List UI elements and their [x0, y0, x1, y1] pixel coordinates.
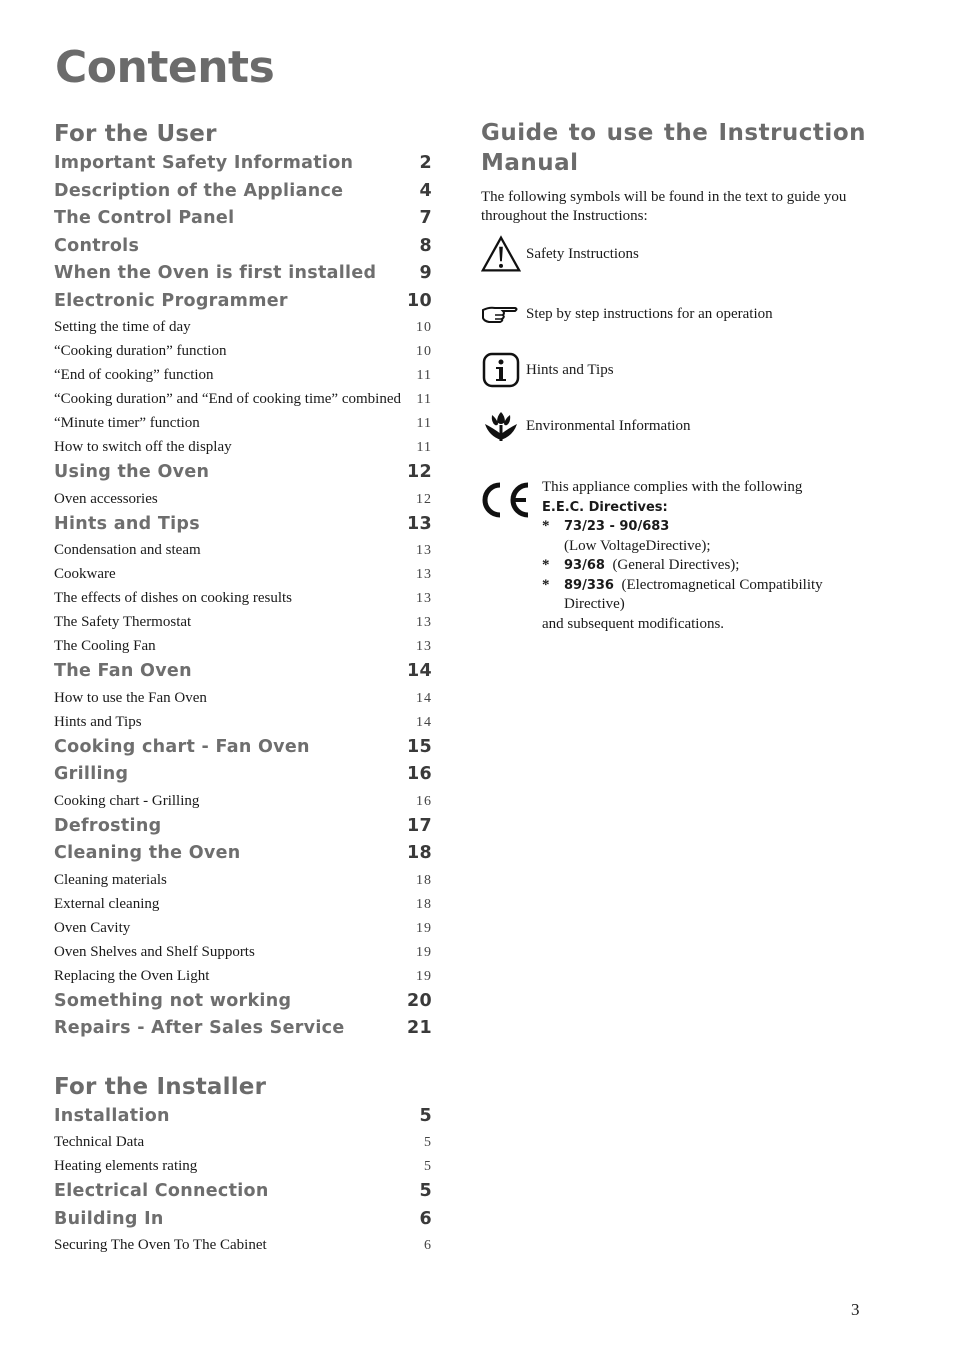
guide-panel: [481, 118, 866, 632]
page-number: 3: [851, 1300, 860, 1319]
toc-entry-label: “Cooking duration” function: [54, 343, 227, 359]
toc-entry-label: Heating elements rating: [54, 1158, 198, 1174]
symbol-row-environment: [481, 406, 691, 446]
toc-entry-sub: [54, 1154, 432, 1178]
toc-entry-label: External cleaning: [54, 895, 160, 912]
symbol-row-safety: [481, 234, 639, 274]
toc-entry-label: Technical Data: [54, 1134, 145, 1150]
toc-entry-label: The Safety Thermostat: [54, 614, 192, 630]
toc-entry-sub: [54, 363, 432, 387]
toc-entry-label: How to switch off the display: [54, 439, 232, 455]
toc-entry-label: Controls: [54, 235, 140, 256]
toc-entry-main: [54, 205, 432, 233]
toc-entry-page: 5: [419, 1105, 432, 1126]
toc-entry-label: When the Oven is first installed: [54, 263, 377, 283]
toc-entry-page: 18: [416, 872, 432, 888]
toc-entry-label: Important Safety Information: [54, 153, 354, 173]
toc-entry-page: 7: [419, 208, 432, 228]
toc-entry-page: 9: [419, 263, 432, 283]
toc-entry-main: [54, 178, 432, 206]
toc-entry-main: [54, 511, 432, 539]
toc-entry-label: Cooking chart - Fan Oven: [54, 736, 310, 757]
toc-entry-main: [54, 1206, 432, 1234]
compliance-intro: This appliance complies with the following: [542, 479, 803, 495]
directive-cont: Directive): [564, 596, 625, 612]
toc-entry-page: 13: [407, 513, 432, 534]
toc-entry-label: Something not working: [54, 990, 292, 1011]
symbol-label-steps: Step by step instructions for an operation: [526, 305, 773, 322]
toc-entry-page: 11: [416, 368, 432, 383]
toc-entry-page: 21: [407, 1018, 432, 1038]
directive-desc: (Electromagnetical Compatibility: [621, 576, 823, 593]
pointing-hand-icon: [481, 294, 521, 334]
toc-entry-main: [54, 1178, 432, 1206]
directive-code: 93/68: [564, 558, 605, 573]
toc-entry-label: Replacing the Oven Light: [54, 967, 210, 984]
toc-entry-label: The Fan Oven: [54, 661, 192, 681]
toc-entry-label: Cleaning the Oven: [54, 843, 241, 863]
toc-entry-page: 15: [407, 736, 432, 757]
symbol-row-steps: [481, 294, 773, 334]
toc-entry-main: [54, 1015, 432, 1043]
toc-entry-sub: [54, 892, 432, 916]
toc-entry-sub: [54, 538, 432, 562]
toc-entry-sub: [54, 710, 432, 734]
compliance-footer: and subsequent modifications.: [542, 615, 725, 632]
toc-entry-page: 13: [416, 591, 432, 606]
toc-entry-label: The effects of dishes on cooking results: [54, 590, 293, 606]
toc-entry-label: Oven accessories: [54, 490, 158, 507]
toc-entry-label: Repairs - After Sales Service: [54, 1018, 345, 1038]
toc-entry-page: 19: [416, 920, 432, 936]
section-heading-installer: For the Installer: [54, 1073, 267, 1100]
toc-entry-main: [54, 840, 432, 868]
toc-entry-page: 16: [407, 764, 432, 784]
toc-entry-main: [54, 233, 432, 261]
toc-entry-label: The Cooling Fan: [54, 638, 156, 654]
guide-intro: The following symbols will be found in the text to guide you throughout the Instructions:: [481, 189, 847, 224]
toc-entry-main: [54, 658, 432, 686]
symbol-label-safety: Safety Instructions: [526, 245, 639, 262]
warning-triangle-icon: [481, 234, 521, 274]
toc-entry-label: Condensation and steam: [54, 542, 201, 558]
toc-entry-label: Hints and Tips: [54, 513, 200, 534]
installer-entries: [54, 1103, 434, 1258]
toc-entry-label: Oven Shelves and Shelf Supports: [54, 943, 255, 960]
toc-entry-page: 2: [419, 153, 432, 173]
toc-entry-page: 14: [416, 714, 432, 730]
toc-entry-page: 12: [407, 462, 432, 482]
toc-entry-label: Defrosting: [54, 815, 162, 836]
toc-entry-page: 6: [419, 1208, 432, 1229]
guide-title: Guide to use the Instruction Manual: [481, 120, 866, 176]
toc-entry-main: [54, 288, 432, 316]
toc-entry-page: 11: [416, 392, 432, 407]
toc-entry-label: How to use the Fan Oven: [54, 689, 207, 706]
toc-entry-sub: [54, 610, 432, 634]
toc-entry-label: Building In: [54, 1208, 164, 1229]
toc-entry-page: 14: [416, 690, 432, 706]
info-icon: [481, 350, 521, 390]
toc-entry-main: [54, 1103, 432, 1131]
toc-entry-sub: [54, 387, 432, 411]
toc-entry-main: [54, 459, 432, 487]
toc-entry-label: Setting the time of day: [54, 319, 191, 335]
directive-desc: (General Directives);: [612, 557, 740, 573]
toc-entry-sub: [54, 586, 432, 610]
toc-entry-label: Securing The Oven To The Cabinet: [54, 1237, 267, 1253]
symbol-row-hints: [481, 350, 614, 390]
toc-entry-label: “Minute timer” function: [54, 415, 200, 431]
user-entries: [54, 150, 434, 1043]
toc-entry-page: 13: [416, 639, 432, 654]
toc-entry-label: Oven Cavity: [54, 919, 131, 936]
toc-entry-sub: [54, 789, 432, 813]
toc-entry-sub: [54, 339, 432, 363]
toc-entry-page: 4: [419, 180, 432, 201]
toc-entry-label: “End of cooking” function: [54, 367, 214, 383]
toc-entry-page: 19: [416, 944, 432, 960]
toc-entry-sub: [54, 686, 432, 710]
directive-cont: (Low VoltageDirective);: [564, 537, 711, 554]
toc-entry-main: [54, 988, 432, 1016]
environment-flower-icon: [481, 406, 521, 446]
symbol-label-hints: Hints and Tips: [526, 361, 614, 378]
toc-entry-label: The Control Panel: [54, 208, 235, 228]
toc-entry-page: 18: [416, 896, 432, 912]
toc-entry-label: Electronic Programmer: [54, 290, 288, 311]
toc-entry-main: [54, 761, 432, 789]
compliance-text: [542, 478, 862, 634]
toc-entry-sub: [54, 634, 432, 658]
toc-entry-page: 13: [416, 615, 432, 630]
toc-entry-sub: [54, 916, 432, 940]
toc-entry-page: 5: [424, 1135, 432, 1150]
toc-entry-page: 8: [419, 235, 432, 256]
toc-entry-sub: [54, 562, 432, 586]
toc-entry-sub: [54, 411, 432, 435]
toc-entry-main: [54, 150, 432, 178]
toc-entry-main: [54, 260, 432, 288]
ce-mark-logo: [478, 480, 534, 520]
toc-entry-page: 13: [416, 543, 432, 558]
toc-entry-page: 10: [416, 320, 432, 335]
directive-code: 89/336: [564, 577, 614, 593]
toc-entry-page: 6: [424, 1238, 432, 1253]
directives-heading: E.E.C. Directives:: [542, 499, 668, 515]
page-title: Contents: [55, 42, 275, 93]
toc-entry-label: Using the Oven: [54, 462, 210, 482]
toc-entry-label: Installation: [54, 1105, 170, 1126]
toc-entry-page: 20: [407, 990, 432, 1011]
section-heading-user: For the User: [54, 121, 217, 147]
toc-entry-label: Cleaning materials: [54, 871, 167, 888]
toc-entry-page: 18: [407, 843, 432, 863]
toc-entry-sub: [54, 964, 432, 988]
toc-entry-page: 19: [416, 968, 432, 984]
toc-entry-page: 5: [419, 1181, 432, 1201]
toc-entry-sub: [54, 1233, 432, 1257]
toc-entry-label: Description of the Appliance: [54, 180, 344, 201]
toc-entry-sub: [54, 868, 432, 892]
toc-entry-page: 5: [424, 1159, 432, 1174]
toc-entry-sub: [54, 1130, 432, 1154]
toc-entry-page: 10: [416, 344, 432, 359]
toc-entry-page: 10: [407, 290, 432, 311]
toc-entry-page: 16: [416, 793, 432, 809]
toc-entry-page: 13: [416, 567, 432, 582]
toc-entry-label: “Cooking duration” and “End of cooking time” combined: [54, 391, 401, 407]
toc-entry-sub: [54, 435, 432, 459]
toc-entry-sub: [54, 315, 432, 339]
directive-item: * 73/23 - 90/683: [542, 517, 862, 537]
toc-entry-label: Grilling: [54, 764, 129, 784]
directive-code: 73/23 - 90/683: [564, 519, 670, 534]
toc-entry-page: 11: [416, 440, 432, 455]
toc-entry-label: Cooking chart - Grilling: [54, 792, 200, 809]
toc-entry-page: 17: [407, 815, 432, 836]
symbol-label-environment: Environmental Information: [526, 417, 691, 434]
toc-entry-page: 14: [407, 661, 432, 681]
toc-entry-label: Electrical Connection: [54, 1181, 269, 1201]
toc-entry-main: [54, 813, 432, 841]
toc-entry-main: [54, 734, 432, 762]
directive-item: * 89/336 (Electromagnetical Compatibility: [542, 576, 823, 593]
toc-entry-page: 11: [416, 416, 432, 431]
toc-entry-sub: [54, 940, 432, 964]
toc-entry-page: 12: [416, 491, 432, 507]
directive-item: * 93/68 (General Directives);: [542, 557, 740, 573]
contents-list: [54, 118, 434, 1257]
toc-entry-label: Cookware: [54, 566, 116, 582]
toc-entry-sub: [54, 487, 432, 511]
toc-entry-label: Hints and Tips: [54, 713, 142, 730]
